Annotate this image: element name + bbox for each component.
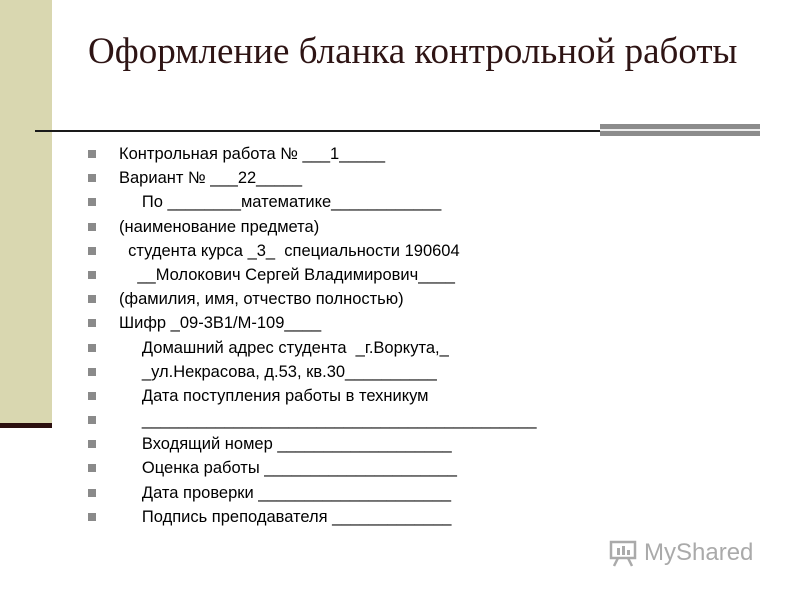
bullet-icon bbox=[88, 150, 96, 158]
bullet-icon bbox=[88, 489, 96, 497]
list-item-text: Подпись преподавателя _____________ bbox=[119, 507, 452, 526]
list-item-text: (фамилия, имя, отчество полностью) bbox=[119, 290, 404, 309]
list-item-text: Входящий номер ___________________ bbox=[119, 435, 452, 454]
list-item-text: __Молокович Сергей Владимирович____ bbox=[119, 265, 455, 284]
myshared-logo-icon bbox=[608, 538, 638, 568]
bullet-icon bbox=[88, 295, 96, 303]
list-item-text: _ул.Некрасова, д.53, кв.30__________ bbox=[119, 362, 437, 381]
list-item-text: Шифр _09-3В1/М-109____ bbox=[119, 314, 322, 333]
list-item-text: (наименование предмета) bbox=[119, 217, 320, 236]
bullet-icon bbox=[88, 392, 96, 400]
bullet-icon bbox=[88, 223, 96, 231]
bullet-icon bbox=[88, 344, 96, 352]
list-item-text: Домашний адрес студента _г.Воркута,_ bbox=[119, 338, 449, 357]
list-item-text: Дата проверки _____________________ bbox=[119, 483, 451, 502]
title-divider-accent bbox=[600, 124, 760, 136]
slide-title: Оформление бланка контрольной работы bbox=[88, 31, 738, 72]
watermark bbox=[608, 538, 753, 568]
list-item-text: Контрольная работа № ___1_____ bbox=[119, 145, 386, 163]
left-decor-accent bbox=[0, 423, 52, 428]
list-item-text: По ________математике____________ bbox=[119, 193, 442, 212]
bullet-icon bbox=[88, 513, 96, 521]
watermark-text: MyShared bbox=[644, 539, 754, 566]
bullet-icon bbox=[88, 440, 96, 448]
bullet-icon bbox=[88, 464, 96, 472]
list-item-text: Вариант № ___22_____ bbox=[119, 169, 303, 188]
list-item-text: Оценка работы _____________________ bbox=[119, 459, 457, 478]
bullet-icon bbox=[88, 174, 96, 182]
bullet-icon bbox=[88, 416, 96, 424]
left-decor-bar bbox=[0, 0, 52, 428]
list-item-text: студента курса _3_ специальности 190604 bbox=[119, 241, 460, 260]
bullet-icon bbox=[88, 247, 96, 255]
bullet-icon bbox=[88, 198, 96, 206]
list-item-text: ___________________________________________ bbox=[119, 411, 537, 430]
list-item-text: Дата поступления работы в техникум bbox=[119, 386, 429, 405]
bullet-icon bbox=[88, 319, 96, 327]
bullet-icon bbox=[88, 368, 96, 376]
bullet-icon bbox=[88, 271, 96, 279]
